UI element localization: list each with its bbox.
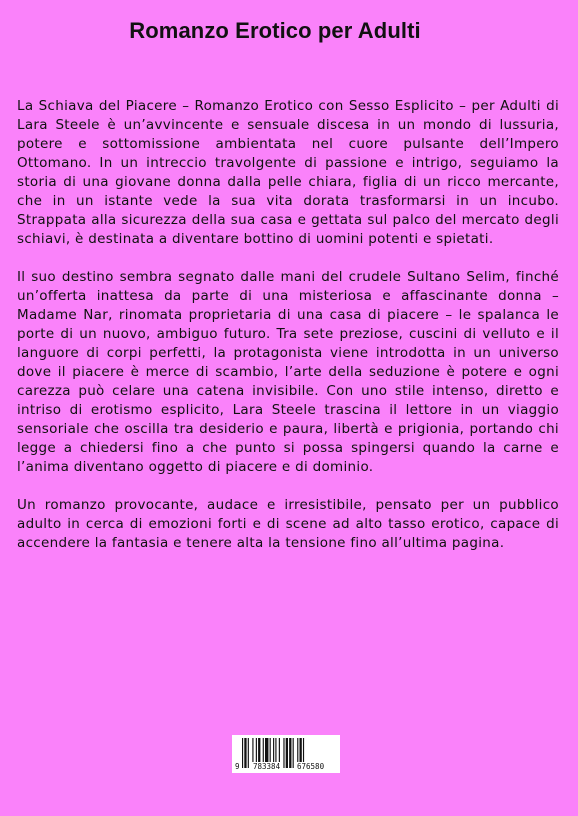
barcode-digits-left: 783384 — [253, 762, 281, 771]
barcode-digit-first: 9 — [235, 762, 240, 771]
book-description — [17, 97, 559, 572]
isbn-barcode — [232, 735, 340, 773]
description-paragraph: Il suo destino sembra segnato dalle mani del crudele Sultano Selim, finché un’offerta inattesa da parte di una misteriosa e affascinante donna – Madame Nar, rinomata proprietaria di una casa di piacere – le spalanca le porte di un nuovo, ambiguo futuro. Tra sete preziose, cuscini di velluto e il languore di corpi perfetti, la protagonista viene introdotta in un universo dove il piacere è merce di scambio, l’arte della seduzione è potere e ogni carezza può celare una catena invisibile. Con uno stile intenso, diretto e intriso di erotismo esplicito, Lara Steele trascina il lettore in un viaggio sensoriale che oscilla tra desiderio e paura, libertà e prigionia, portando chi legge a chiedersi fino a che punto si possa spingersi quando la carne e l’anima diventano oggetto di piacere e di dominio. — [17, 269, 559, 475]
description-paragraph: La Schiava del Piacere – Romanzo Erotico con Sesso Esplicito – per Adulti di Lara Steele è un’avvincente e sensuale discesa in un mondo di lussuria, potere e sottomissione ambientata nel cuore pulsante dell’Impero Ottomano. In un intreccio travolgente di passione e intrigo, seguiamo la storia di una giovane donna dalla pelle chiara, figlia di un ricco mercante, che in un istante vede la sua vita dorata trasformarsi in un incubo. Strappata alla sicurezza della sua casa e gettata sul palco del mercato degli schiavi, è destinata a diventare bottino di uomini potenti e spietati. — [17, 98, 559, 247]
book-title: Romanzo Erotico per Adulti — [129, 18, 421, 43]
description-paragraph: Un romanzo provocante, audace e irresistibile, pensato per un pubblico adulto in cerca di emozioni forti e di scene ad alto tasso erotico, capace di accendere la fantasia e tenere alta la tensione fino all’ultima pagina. — [17, 497, 559, 551]
barcode-digits — [232, 762, 340, 772]
barcode-digits-right: 676580 — [297, 762, 325, 771]
